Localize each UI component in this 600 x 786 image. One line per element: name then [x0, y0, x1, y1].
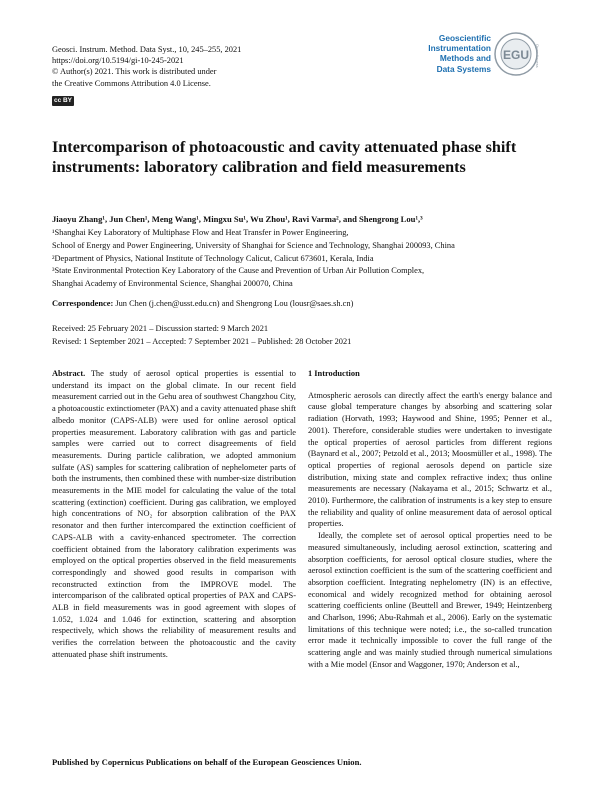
abstract-column — [52, 368, 296, 661]
paper-title: Intercomparison of photoacoustic and cavity attenuated phase shift instruments: laboratory calibration and field measurements — [52, 138, 517, 176]
abstract-text: The study of aerosol optical properties is essential to understand its impact on the global climate. In our recent field measurement carried out in the Gehu area of southwest Changzhou City, a photoacoustic extinctiometer (PAX) and a cavity attenuated phase shift albedo monitor (CAPS-ALB) were used for online aerosol optical properties measurement. Laboratory calibration with gas and particle samples were carried out to correct disagreements of field measurements. During particle calibration, we adopted ammonium sulfate (AS) samples for scattering calibration of nephelometer parts of both the instruments, then combined these with number-size distribution measurements in the MIE model for calculating the value of the total scattering (extinction) coefficient. During gas calibration, we employed high concentrations of NO₂ for absorption calibration of the PAX resonator and then further intercompared the extinction coefficient of CAPS-ALB with a cavity-enhanced spectrometer. The correction coefficient obtained from the laboratory calibration experiments was employed on the optical properties observed in the field measurements correspondingly and showed good results in comparison with reconstructed extinction from the IMPROVE model. The intercomparison of the calibrated optical properties of PAX and CAPS-ALB in field measurements was in good agreement with slopes of 1.052, 1.024 and 1.046 for extinction, scattering and absorption respectively, which shows the reliability of measurement results and verifies the correlation between the photoacoustic and the cavity attenuated phase shift instruments. — [52, 369, 296, 659]
journal-line: Geoscientific — [438, 33, 491, 43]
correspondence — [52, 299, 353, 308]
copyright: © Author(s) 2021. This work is distributed under — [52, 67, 217, 77]
author-list: Jiaoyu Zhang¹, Jun Chen¹, Meng Wang¹, Mingxu Su¹, Wu Zhou¹, Ravi Varma², and Shengrong Lou¹,³ — [52, 214, 423, 224]
affiliation: ²Department of Physics, National Institute of Technology Calicut, Calicut 673601, Kerala, India — [52, 253, 374, 263]
journal-line: Data Systems — [436, 63, 491, 74]
abstract-paragraph — [52, 368, 296, 661]
section-heading: 1 Introduction — [308, 369, 360, 378]
journal-line: Methods and — [439, 53, 491, 64]
doi-link[interactable]: https://doi.org/10.5194/gi-10-245-2021 — [52, 56, 184, 66]
intro-paragraph: Ideally, the complete set of aerosol optical properties need to be measured simultaneously, including aerosol extinction, scattering and absorption coefficients, for aerosol optical closure studies, where the aerosol extinction coefficient is the sum of the scattering coefficient and absorption coefficient. Integrating nephelometry (IN) is an effective, economical and widely recognized method for obtaining aerosol scattering coefficients online (Beuttell and Brewer, 1949; Heintzenberg and Charlson, 1996; Abu-Rahmah et al., 2006). Early on the systematic limitations of this technique were noted; i.e., the so-called truncation error made it technically impossible to cover the full range of the scattering angle and was mainly studied through numerical simulations with a Mie model (Ensor and Waggoner, 1970; Anderson et al., — [308, 531, 552, 669]
correspondence-label: Correspondence: — [52, 299, 114, 308]
publisher-footer: Published by Copernicus Publications on behalf of the European Geosciences Union. — [52, 757, 362, 767]
publication-dates — [52, 323, 351, 348]
abstract-label: Abstract. — [52, 369, 86, 378]
license-link[interactable]: the Creative Commons Attribution 4.0 License. — [52, 78, 211, 88]
affiliation: Shanghai Academy of Environmental Science, Shanghai 200070, China — [52, 279, 293, 289]
affiliation: ³State Environmental Protection Key Laboratory of the Cause and Prevention of Urban Air Pollution Complex, — [52, 266, 425, 276]
cc-by-badge[interactable]: cc BY — [53, 97, 73, 104]
egu-logo-text: EGU — [502, 48, 530, 62]
egu-logo-icon[interactable] — [492, 30, 540, 78]
citation-block — [52, 44, 241, 89]
correspondence-text[interactable]: Jun Chen (j.chen@usst.edu.cn) and Shengrong Lou (lousr@saes.sh.cn) — [113, 299, 354, 308]
intro-paragraph: Atmospheric aerosols can directly affect the earth's energy balance and cause global temperature changes by absorbing and scattering solar radiation (Horvath, 1993; Haywood and Shine, 1995; Penner et al., 2001). Therefore, considerable studies were undertaken to investigate the optical properties of aerosol particles from different regions (Baynard et al., 2007; Petzold et al., 2013; Moosmüller et al., 1998). The optical properties of regional aerosols depend on particle size distribution, mixing state and complex refractive index; thus online measurements are necessary (Nakayama et al., 2015; Schwartz et al., 2010). Furthermore, the calibration of instruments is a key step to ensure the reliability and quality of online measurement data of aerosol optical properties. — [308, 390, 552, 529]
dates-line: Revised: 1 September 2021 – Accepted: 7 September 2021 – Published: 28 October 2021 — [52, 336, 352, 346]
journal-line: Instrumentation — [428, 43, 491, 54]
journal-name[interactable] — [410, 33, 491, 74]
dates-line: Received: 25 February 2021 – Discussion started: 9 March 2021 — [52, 324, 269, 333]
citation: Geosci. Instrum. Method. Data Syst., 10, 245–255, 2021 — [52, 45, 242, 54]
open-access-text: Open Access — [535, 44, 540, 68]
affiliations — [52, 227, 552, 291]
introduction-column — [308, 368, 552, 671]
affiliation: ¹Shanghai Key Laboratory of Multiphase Flow and Heat Transfer in Power Engineering, — [52, 228, 349, 237]
affiliation: School of Energy and Power Engineering, University of Shanghai for Science and Technology, Shanghai 200093, China — [52, 240, 455, 250]
